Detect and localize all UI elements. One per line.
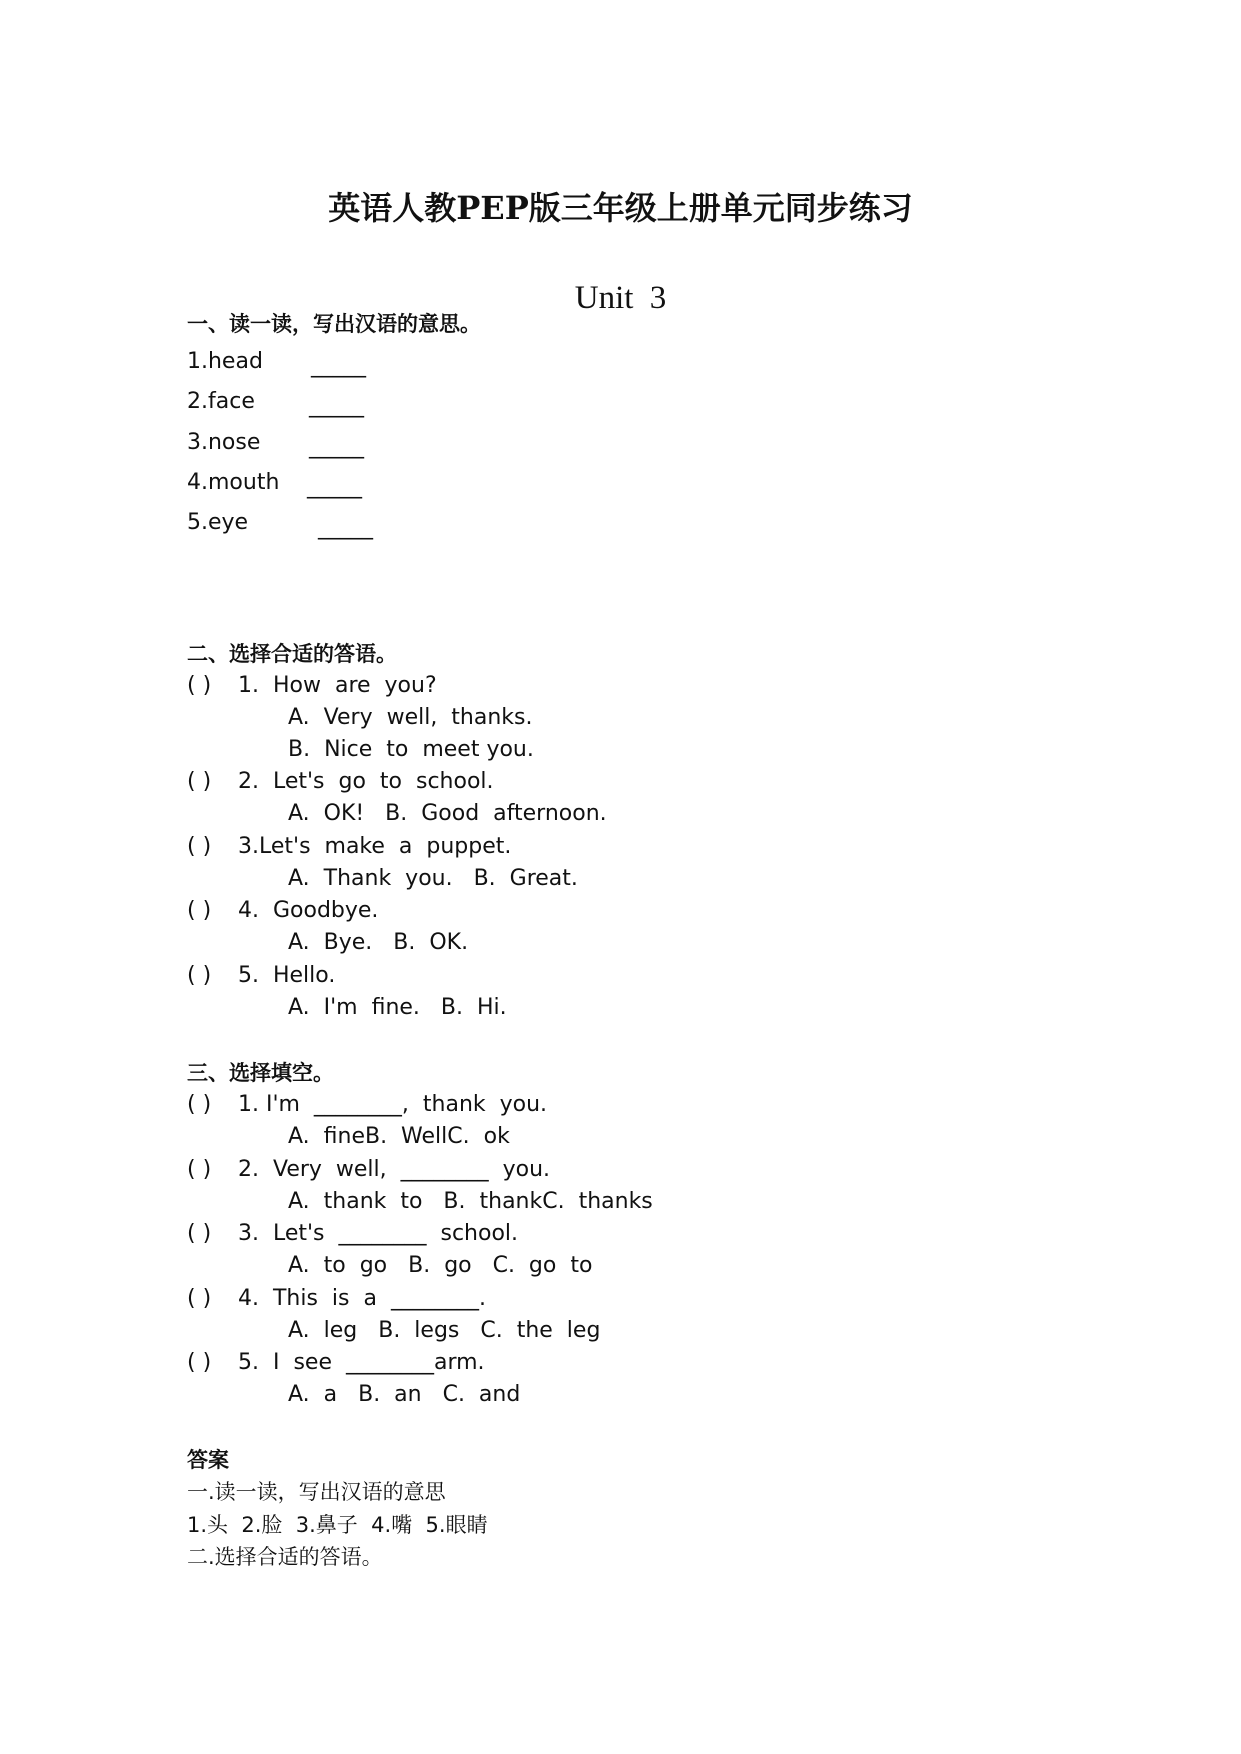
answer-parens: ( ) [187,1221,212,1246]
answer-options: A. OK! B. Good afternoon. [288,801,607,826]
unit-label: Unit 3 [574,280,667,316]
question-text: 4. This is a ________. [238,1286,486,1311]
answer-parens: ( ) [187,834,212,859]
answer-parens: ( ) [187,898,212,923]
answer-parens: ( ) [187,1092,212,1117]
answer-options: A. to go B. go C. go to [288,1253,593,1278]
answer-line: 1.头 2.脸 3.鼻子 4.嘴 5.眼睛 [187,1513,488,1537]
vocab-word: 1.head [187,349,263,374]
vocab-blank: _____ [311,353,366,378]
question-text: 2. Let's go to school. [238,769,494,794]
vocab-word: 2.face [187,389,255,414]
answer-options: A. Bye. B. OK. [288,930,469,955]
section2-heading: 二、选择合适的答语。 [187,642,397,666]
answer-parens: ( ) [187,673,212,698]
vocab-blank: _____ [318,515,373,540]
answers-heading: 答案 [187,1448,229,1472]
question-text: 3.Let's make a puppet. [238,834,512,859]
document-title: 英语人教PEP版三年级上册单元同步练习 [328,189,913,227]
answer-parens: ( ) [187,1350,212,1375]
answer-parens: ( ) [187,1157,212,1182]
answer-options: A. fineB. WellC. ok [288,1124,510,1149]
answer-options: A. Very well, thanks. [288,705,533,730]
answer-line: 二.选择合适的答语。 [187,1545,383,1569]
question-text: 5. Hello. [238,963,336,988]
question-text: 1. How are you? [238,673,437,698]
vocab-blank: _____ [309,434,364,459]
section1-heading: 一、读一读，写出汉语的意思。 [187,312,481,336]
answer-parens: ( ) [187,769,212,794]
answer-parens: ( ) [187,1286,212,1311]
answer-line: 一.读一读，写出汉语的意思 [187,1480,446,1504]
answer-options: A. a B. an C. and [288,1382,521,1407]
answer-options: A. thank to B. thankC. thanks [288,1189,653,1214]
question-text: 2. Very well, ________ you. [238,1157,551,1182]
vocab-word: 3.nose [187,430,261,455]
answer-options: A. Thank you. B. Great. [288,866,578,891]
question-text: 3. Let's ________ school. [238,1221,519,1246]
answer-options: A. I'm fine. B. Hi. [288,995,507,1020]
vocab-blank: _____ [309,393,364,418]
vocab-word: 4.mouth [187,470,280,495]
section3-heading: 三、选择填空。 [187,1061,334,1085]
question-text: 4. Goodbye. [238,898,379,923]
vocab-blank: _____ [307,474,362,499]
question-text: 1. I'm ________, thank you. [238,1092,548,1117]
answer-parens: ( ) [187,963,212,988]
answer-options: B. Nice to meet you. [288,737,534,762]
vocab-word: 5.eye [187,510,249,535]
answer-options: A. leg B. legs C. the leg [288,1318,601,1343]
question-text: 5. I see ________arm. [238,1350,485,1375]
